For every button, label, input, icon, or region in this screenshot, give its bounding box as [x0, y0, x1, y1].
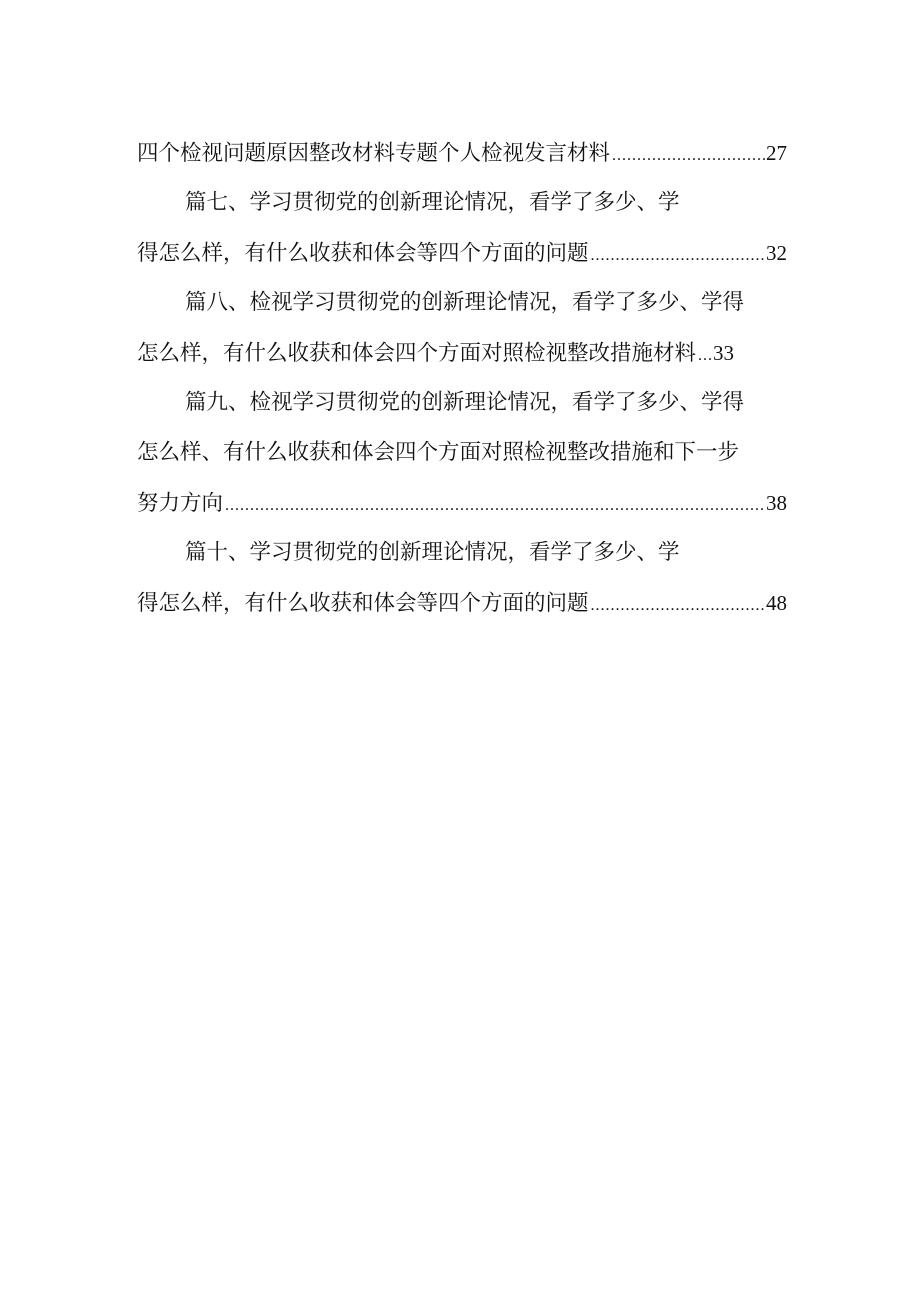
- toc-entry-line[interactable]: [137, 328, 787, 378]
- dot-leader: [698, 331, 712, 381]
- toc-entry-line[interactable]: [137, 578, 787, 628]
- dot-leader: [591, 231, 765, 281]
- toc-entry-text: 怎么样，有什么收获和体会四个方面对照检视整改措施材料: [137, 341, 697, 366]
- toc-entry-text: 得怎么样，有什么收获和体会等四个方面的问题: [137, 591, 589, 616]
- toc-entry-text: 篇八、检视学习贯彻党的创新理论情况，看学了多少、学得: [185, 290, 745, 315]
- toc-entry-line[interactable]: [137, 378, 787, 428]
- toc-entry-line[interactable]: [137, 478, 787, 528]
- table-of-contents: [137, 128, 787, 628]
- toc-entry-text: 篇十、学习贯彻党的创新理论情况，看学了多少、学: [185, 540, 680, 565]
- toc-entry-text: 怎么样、有什么收获和体会四个方面对照检视整改措施和下一步: [137, 440, 740, 465]
- toc-entry-line[interactable]: [137, 278, 787, 328]
- toc-page-number: 27: [766, 141, 787, 165]
- toc-page-number: 38: [766, 491, 787, 515]
- toc-entry-line[interactable]: [137, 528, 787, 578]
- toc-entry-line[interactable]: [137, 428, 787, 478]
- dot-leader: [612, 131, 765, 181]
- toc-entry-line[interactable]: [137, 128, 787, 178]
- dot-leader: [591, 581, 765, 631]
- toc-entry-text: 得怎么样，有什么收获和体会等四个方面的问题: [137, 241, 589, 266]
- toc-entry-line[interactable]: [137, 228, 787, 278]
- toc-entry-line[interactable]: [137, 178, 787, 228]
- toc-page-number: 32: [766, 241, 787, 265]
- toc-entry-text: 篇七、学习贯彻党的创新理论情况，看学了多少、学: [185, 190, 680, 215]
- toc-entry-text: 篇九、检视学习贯彻党的创新理论情况，看学了多少、学得: [185, 390, 745, 415]
- toc-entry-text: 努力方向: [137, 491, 224, 516]
- toc-page-number: 33: [713, 341, 735, 365]
- toc-entry-text: 四个检视问题原因整改材料专题个人检视发言材料: [137, 141, 611, 166]
- dot-leader: [225, 481, 765, 531]
- toc-page-number: 48: [766, 591, 787, 615]
